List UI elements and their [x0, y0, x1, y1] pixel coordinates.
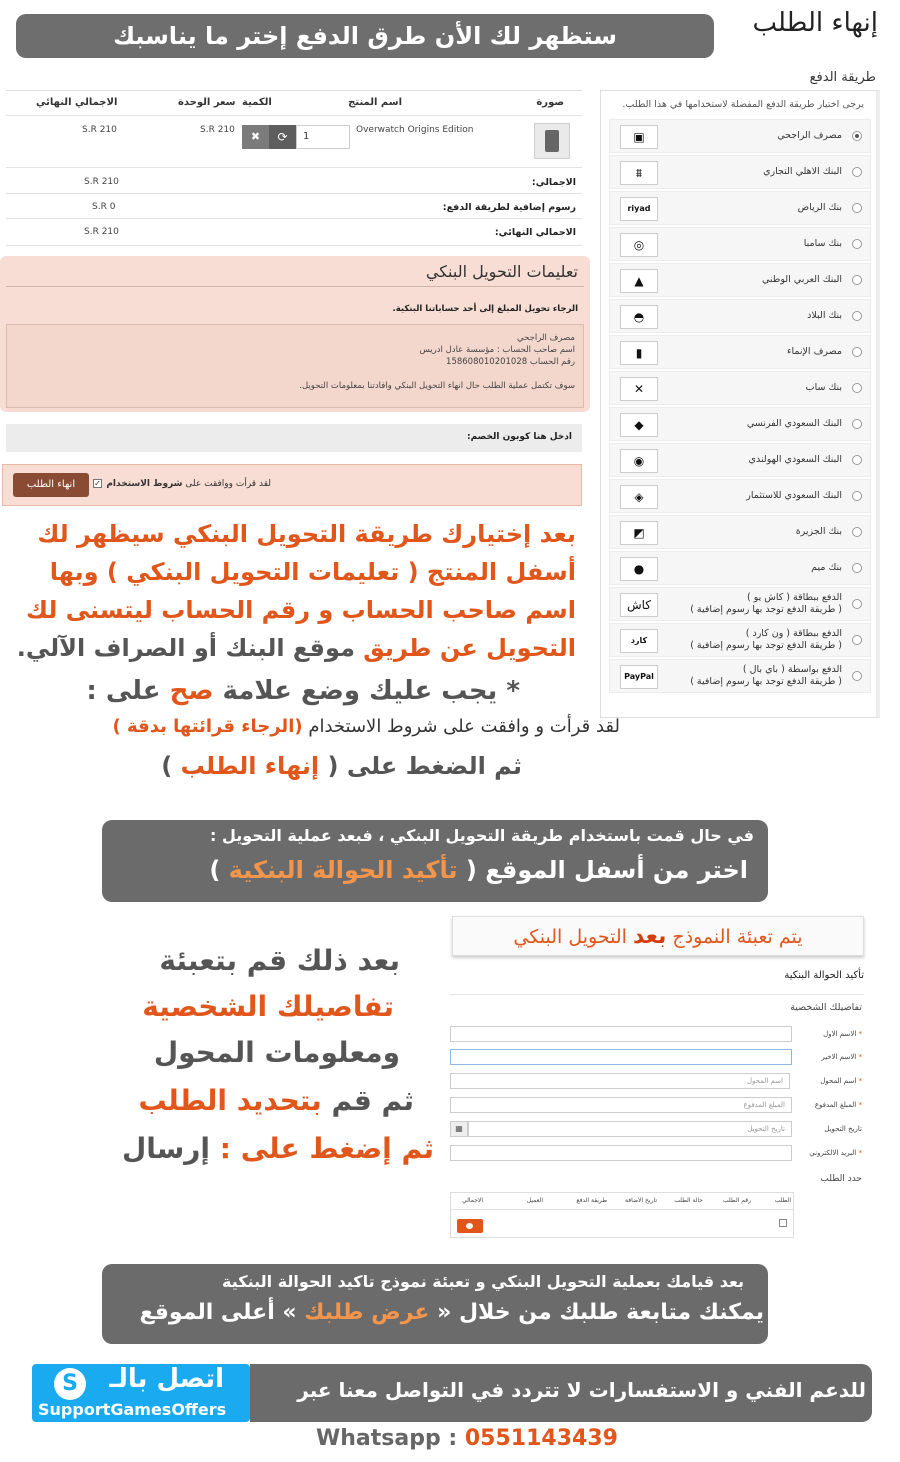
contact-bar: [250, 1364, 872, 1422]
orders-table: [450, 1192, 794, 1238]
contact-text: للدعم الفني و الاستفسارات لا تتردد في التواصل معنا عبر: [297, 1378, 866, 1402]
payment-method-name: البنك العربي الوطني: [761, 274, 842, 285]
after-transfer-box: [102, 820, 768, 902]
payment-method-name: بنك الرياض: [797, 202, 842, 213]
step-line-5-a: ثم إضغط على :: [219, 1132, 434, 1165]
instruction-line-5-b: صح: [169, 676, 214, 706]
bank-name: مصرف الراجحي: [517, 333, 575, 343]
payment-method-name: الدفع بواسطة ( باي بال ) ( طريقة الدفع توجد بها رسوم إضافية ): [690, 664, 842, 687]
instruction-line-2: أسفل المنتج ( تعليمات التحويل البنكي ) وبها: [49, 558, 576, 586]
grand-total-value: S.R 210: [84, 227, 119, 237]
payment-radio[interactable]: [852, 635, 862, 645]
transfer-date-input[interactable]: تاريخ التحويل: [468, 1121, 792, 1137]
cart-table: [6, 90, 582, 246]
payment-radio[interactable]: [852, 383, 862, 393]
product-name[interactable]: Overwatch Origins Edition: [356, 125, 474, 135]
subtotal-value: S.R 210: [84, 177, 119, 187]
tracking-line-2-c: » أعلى الموقع: [139, 1300, 297, 1325]
skype-label: اتصل بالـ: [109, 1364, 224, 1394]
divider: [6, 286, 584, 287]
amount-label: * المبلغ المدفوع: [814, 1101, 862, 1109]
payment-radio[interactable]: [852, 347, 862, 357]
payment-method-name: بنك البلاد: [807, 310, 842, 321]
onecard-logo-icon: كارد: [620, 629, 658, 653]
confirm-transfer-link-text: تأكيد الحوالة البنكية: [228, 856, 458, 884]
form-banner: [452, 916, 864, 956]
payment-method-name: بنك ساب: [805, 382, 842, 393]
payment-method-row[interactable]: [609, 227, 871, 261]
finish-order-button[interactable]: انهاء الطلب: [13, 473, 89, 497]
payment-method-name: مصرف الراجحي: [777, 130, 842, 141]
riyad-bank-logo-icon: riyad: [620, 197, 658, 221]
instruction-line-6: [113, 716, 620, 737]
bsf-logo-icon: ◆: [620, 413, 658, 437]
payment-method-row[interactable]: [609, 371, 871, 405]
payment-method-name: بنك سامبا: [803, 238, 842, 249]
form-banner-c: التحويل البنكي: [513, 926, 627, 948]
payment-method-row[interactable]: [609, 191, 871, 225]
orders-col-total: الاجمالي: [462, 1197, 483, 1204]
whatsapp-label: Whatsapp :: [316, 1426, 458, 1451]
form-banner-b: بعد: [632, 924, 667, 949]
terms-text: [106, 479, 271, 489]
form-subtitle: تفاصيلك الشخصية: [790, 1002, 862, 1013]
after-transfer-line-2: [209, 856, 748, 884]
first-name-input[interactable]: [450, 1026, 792, 1042]
payment-method-row[interactable]: [609, 623, 871, 657]
skype-id: SupportGamesOffers: [38, 1400, 227, 1419]
terms-bar: [2, 464, 582, 506]
step-line-3: ومعلومات المحول: [153, 1036, 400, 1069]
payment-method-name: بنك ميم: [811, 562, 842, 573]
orders-col-customer: العميل: [526, 1197, 543, 1204]
albilad-logo-icon: ◓: [620, 305, 658, 329]
subtotal-label: الاجمالي:: [531, 177, 576, 188]
whatsapp-number[interactable]: 0551143439: [464, 1426, 618, 1451]
payment-radio[interactable]: [852, 203, 862, 213]
email-input[interactable]: [450, 1145, 792, 1161]
payment-method-row[interactable]: [609, 443, 871, 477]
divider: [6, 218, 582, 219]
instruction-line-7-c: ): [161, 752, 173, 780]
orders-col-id: رقم الطلب: [723, 1197, 751, 1204]
sender-name-input[interactable]: اسم المحول: [450, 1073, 790, 1089]
terms-checkbox[interactable]: ✓: [94, 479, 101, 488]
payment-method-row[interactable]: [609, 659, 871, 693]
instruction-line-7: [161, 752, 522, 780]
col-unit-price: سعر الوحدة: [178, 97, 236, 108]
transfer-confirmation-form: [446, 912, 868, 1242]
form-title: تأكيد الحوالة البنكية: [784, 970, 864, 981]
meem-logo-icon: ●: [620, 557, 658, 581]
top-banner: ستظهر لك الأن طرق الدفع إختر ما يناسبك: [16, 14, 714, 58]
step-line-1: بعد ذلك قم بتعبئة: [159, 944, 400, 977]
instruction-line-5: [86, 676, 520, 706]
last-name-input[interactable]: [450, 1049, 792, 1065]
instruction-line-7-b: إنهاء الطلب: [180, 752, 320, 780]
divider: [6, 245, 582, 246]
paypal-logo-icon: PayPal: [620, 665, 658, 689]
amount-input[interactable]: المبلغ المدفوع: [450, 1097, 792, 1113]
terms-link[interactable]: شروط الاستخدام: [106, 479, 183, 489]
payment-method-label: طريقة الدفع: [809, 70, 876, 85]
coupon-label: ادخل هنا كوبون الخصم:: [467, 432, 572, 442]
form-banner-a: يتم تعبئة النموذج: [672, 926, 803, 948]
payment-method-row[interactable]: [609, 155, 871, 189]
remove-item-button[interactable]: ✖: [242, 125, 269, 149]
page-title: إنهاء الطلب: [752, 8, 878, 38]
payment-radio[interactable]: [852, 131, 862, 141]
quantity-input[interactable]: 1: [296, 125, 350, 149]
skype-badge[interactable]: [32, 1364, 250, 1422]
terms-prefix: لقد قرأت ووافقت على: [185, 479, 271, 489]
after-transfer-line-2-c: ): [209, 856, 221, 884]
col-product: اسم المنتج: [348, 97, 402, 108]
bank-transfer-title: تعليمات التحويل البنكي: [425, 262, 578, 281]
payment-radio[interactable]: [852, 491, 862, 501]
payment-method-row[interactable]: [609, 263, 871, 297]
payment-method-row[interactable]: [609, 119, 871, 153]
payment-method-name: البنك السعودي الفرنسي: [746, 418, 842, 429]
tracking-line-1: بعد قيامك بعملية التحويل البنكي و تعبئة نموذج تاكيد الحوالة البنكية: [222, 1272, 744, 1291]
instruction-line-7-a: ثم الضغط على (: [327, 752, 522, 780]
orders-title: حدد الطلب: [820, 1174, 862, 1184]
instruction-line-4-b: موقع البنك أو الصراف الآلي.: [16, 634, 355, 662]
tracking-line-2: [139, 1300, 764, 1325]
payment-method-name: البنك السعودي الهولندي: [748, 454, 842, 465]
sabb-logo-icon: ✕: [620, 377, 658, 401]
instruction-line-4-a: التحويل عن طريق: [363, 634, 576, 662]
view-order-link-text: عرض طلبك: [304, 1300, 430, 1325]
payment-method-row[interactable]: [609, 515, 871, 549]
order-checkbox[interactable]: [779, 1219, 787, 1227]
payment-radio[interactable]: [852, 671, 862, 681]
step-line-4: [139, 1084, 414, 1117]
saib-logo-icon: ◈: [620, 485, 658, 509]
payment-radio[interactable]: [852, 527, 862, 537]
tracking-box: [102, 1264, 768, 1344]
alinma-logo-icon: ▮: [620, 341, 658, 365]
orders-col-status: حالة الطلب: [674, 1197, 703, 1204]
instruction-line-6-b: (الرجاء قرائتها بدقة ): [112, 716, 303, 737]
view-order-button[interactable]: [457, 1219, 483, 1233]
after-transfer-line-2-a: اختر من أسفل الموقع (: [465, 856, 748, 884]
anb-logo-icon: ▲: [620, 269, 658, 293]
bank-transfer-intro: الرجاء تحويل المبلغ إلى أحد حساباتنا البنكية.: [392, 304, 578, 314]
orders-col-select: الطلب: [774, 1197, 791, 1204]
instruction-line-3: اسم صاحب الحساب و رقم الحساب ليتسنى لك: [26, 596, 576, 624]
col-qty: الكمية: [242, 97, 272, 108]
skype-icon: S: [54, 1368, 86, 1400]
instruction-line-5-a: يجب عليك وضع علامة: [222, 676, 498, 706]
bank-aljazira-logo-icon: ◩: [620, 521, 658, 545]
payment-method-row[interactable]: [609, 479, 871, 513]
payment-method-row[interactable]: [609, 587, 871, 621]
whatsapp-line: [316, 1426, 618, 1451]
col-total: الاجمالي النهائي: [36, 97, 118, 108]
payment-radio[interactable]: [852, 419, 862, 429]
instruction-line-5-c: على :: [86, 676, 161, 706]
product-thumbnail[interactable]: [534, 123, 570, 159]
instruction-line-4: [17, 634, 576, 662]
payment-radio[interactable]: [852, 167, 862, 177]
grand-total-label: الاجمالي النهائي:: [494, 227, 576, 238]
bank-account-details: [6, 324, 584, 408]
divider: [6, 115, 582, 116]
ncb-logo-icon: ⩩: [620, 161, 658, 185]
email-label: * البريد الالكتروني: [809, 1149, 862, 1157]
last-name-label: * الاسم الاخير: [821, 1053, 862, 1061]
instruction-line-1: بعد إختيارك طريقة التحويل البنكي سيظهر لك: [37, 520, 576, 548]
samba-logo-icon: ◎: [620, 233, 658, 257]
payment-methods-panel: [600, 90, 880, 718]
payment-method-name: الدفع ببطاقة ( كاش يو ) ( طريقة الدفع توجد بها رسوم إضافية ): [690, 592, 842, 615]
unit-price: S.R 210: [200, 125, 235, 135]
payment-method-row[interactable]: [609, 407, 871, 441]
step-line-5: [122, 1132, 434, 1165]
payment-method-name: البنك الاهلي التجاري: [763, 166, 842, 177]
coupon-section[interactable]: [6, 424, 582, 452]
update-qty-button[interactable]: ⟳: [269, 125, 296, 149]
transfer-note: سوف تكتمل عملية الطلب حال انهاء التحويل البنكي وافادتنا بمعلومات التحويل.: [299, 381, 575, 391]
divider: [6, 193, 582, 194]
payment-hint: يرجى اختيار طريقة الدفع المفضلة لاستخدامها في هذا الطلب.: [622, 99, 864, 110]
payment-radio[interactable]: [852, 239, 862, 249]
divider: [450, 994, 864, 995]
transfer-date-label: تاريخ التحويل: [824, 1125, 862, 1133]
step-line-4-b: بتحديد الطلب: [138, 1084, 322, 1117]
payment-method-row[interactable]: [609, 551, 871, 585]
star-mark: *: [506, 676, 520, 706]
payment-radio[interactable]: [852, 563, 862, 573]
payment-radio[interactable]: [852, 599, 862, 609]
tracking-line-2-a: يمكنك متابعة طلبك من خلال «: [437, 1300, 764, 1325]
fee-label: رسوم إضافية لطريقة الدفع:: [442, 202, 576, 213]
payment-method-row[interactable]: [609, 335, 871, 369]
step-line-5-b: إرسال: [121, 1132, 210, 1165]
cashu-logo-icon: كاش: [620, 593, 658, 617]
payment-radio[interactable]: [852, 311, 862, 321]
account-holder: اسم صاحب الحساب : مؤسسة عادل ادريس: [419, 345, 575, 355]
payment-method-name: البنك السعودي للاستثمار: [746, 490, 842, 501]
payment-method-name: بنك الجزيرة: [795, 526, 842, 537]
fee-value: S.R 0: [92, 202, 116, 212]
after-transfer-line-1: في حال قمت باستخدام طريقة التحويل البنكي ، فبعد عملية التحويل :: [210, 826, 754, 845]
step-line-2: تفاصيلك الشخصية: [142, 990, 394, 1023]
alrajhi-logo-icon: ▣: [620, 125, 658, 149]
step-line-4-a: ثم قم: [331, 1084, 414, 1117]
payment-method-row[interactable]: [609, 299, 871, 333]
col-image: صورة: [536, 97, 564, 108]
orders-col-date: تاريخ الاضافة: [625, 1197, 657, 1204]
payment-radio[interactable]: [852, 275, 862, 285]
payment-radio[interactable]: [852, 455, 862, 465]
bank-transfer-panel: [0, 256, 590, 412]
divider: [451, 1209, 793, 1210]
first-name-label: * الاسم الاول: [823, 1030, 862, 1038]
divider: [6, 167, 582, 168]
orders-col-method: طريقة الدفع: [576, 1197, 607, 1204]
payment-method-name: الدفع ببطاقة ( ون كارد ) ( طريقة الدفع توجد بها رسوم إضافية ): [690, 628, 842, 651]
instruction-line-6-a: لقد قرأت و وافقت على شروط الاستخدام: [308, 716, 620, 737]
saudi-hollandi-logo-icon: ◉: [620, 449, 658, 473]
sender-name-label: * اسم المحول: [820, 1077, 862, 1085]
payment-method-name: مصرف الإنماء: [787, 346, 842, 357]
account-number: رقم الحساب 158608010201028: [446, 357, 575, 367]
calendar-icon[interactable]: ▦: [450, 1121, 468, 1137]
row-total: S.R 210: [82, 125, 117, 135]
